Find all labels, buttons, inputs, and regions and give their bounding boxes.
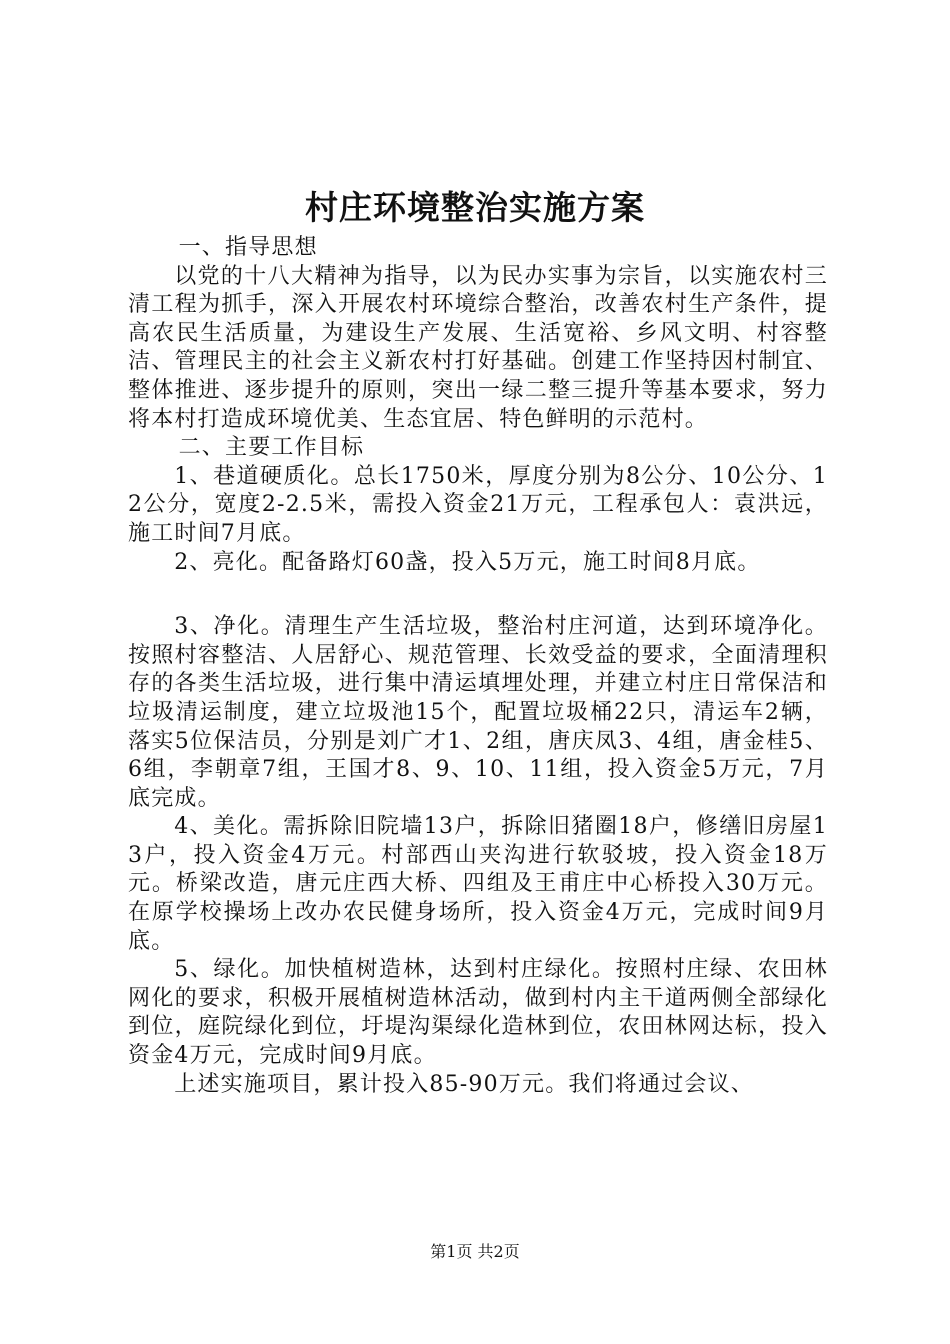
- paragraph-goal-3-cleaning: 3、净化。清理生产生活垃圾，整治村庄河道，达到环境净化。按照村容整洁、人居舒心、规范管理、长效受益的要求，全面清理积存的各类生活垃圾，进行集中清运填埋处理，并建立村庄日常保洁和垃圾清运制度，建立垃圾池15个，配置垃圾桶22只，清运车2辆，落实5位保洁员，分别是刘广才1、2组，唐庆凤3、4组，唐金桂5、6组，李朝章7组，王国才8、9、10、11组，投入资金5万元，7月底完成。: [128, 614, 828, 811]
- document-body: [128, 234, 828, 1099]
- paragraph-summary: 上述实施项目，累计投入85-90万元。我们将通过会议、: [174, 1071, 755, 1097]
- section-heading-guiding-ideology: 一、指导思想: [178, 235, 318, 260]
- section-heading-main-goals: 二、主要工作目标: [178, 435, 365, 461]
- paragraph-goal-2-lighting: 2、亮化。配备路灯60盏，投入5万元，施工时间8月底。: [174, 549, 761, 575]
- page-footer: 第1页 共2页: [430, 1242, 520, 1261]
- paragraph-goal-4-beautification: 4、美化。需拆除旧院墙13户，拆除旧猪圈18户，修缮旧房屋13户，投入资金4万元。村部西山夹沟进行软驳坡，投入资金18万元。桥梁改造，唐元庄西大桥、四组及王甫庄中心桥投入30万元。在原学校操场上改办农民健身场所，投入资金4万元，完成时间9月底。: [128, 814, 828, 954]
- paragraph-guiding-ideology: 以党的十八大精神为指导，以为民办实事为宗旨，以实施农村三清工程为抓手，深入开展农村环境综合整治，改善农村生产条件，提高农民生活质量，为建设生产发展、生活宽裕、乡风文明、村容整洁、管理民主的社会主义新农村打好基础。创建工作坚持因村制宜、整体推进、逐步提升的原则，突出一绿二整三提升等基本要求，努力将本村打造成环境优美、生态宜居、特色鲜明的示范村。: [128, 263, 828, 432]
- document-title: 村庄环境整治实施方案: [305, 188, 645, 227]
- paragraph-goal-1-roads: 1、巷道硬质化。总长1750米，厚度分别为8公分、10公分、12公分，宽度2-2.5米，需投入资金21万元，工程承包人：袁洪远，施工时间7月底。: [128, 463, 828, 546]
- paragraph-goal-5-greening: 5、绿化。加快植树造林，达到村庄绿化。按照村庄绿、农田林网化的要求，积极开展植树造林活动，做到村内主干道两侧全部绿化到位，庭院绿化到位，圩堤沟渠绿化造林到位，农田林网达标，投入资金4万元，完成时间9月底。: [128, 957, 828, 1069]
